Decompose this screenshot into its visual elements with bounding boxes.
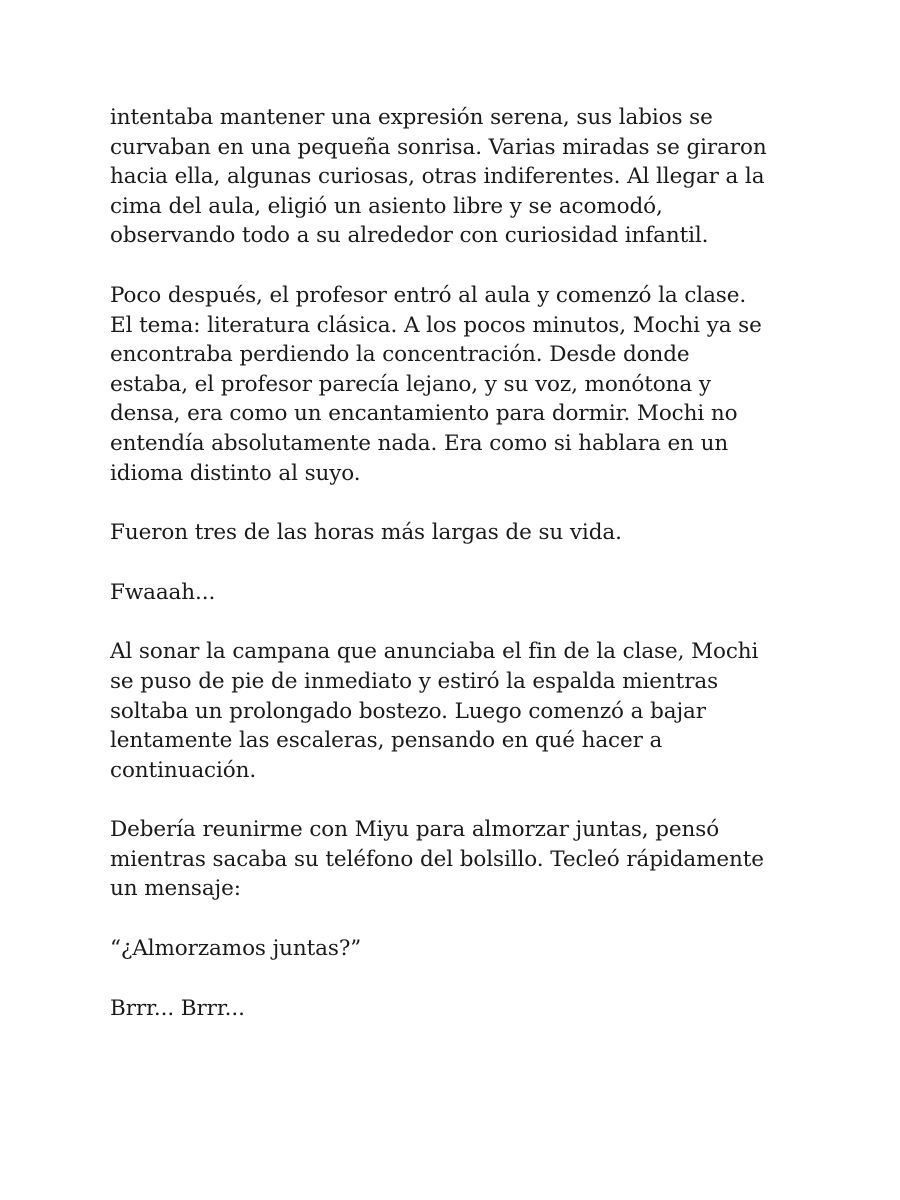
text-line: curvaban en una pequeña sonrisa. Varias miradas se giraron [110,134,767,160]
text-line: soltaba un prolongado bostezo. Luego comenzó a bajar [110,698,706,724]
paragraph-5 [110,637,800,785]
text-line: mientras sacaba su teléfono del bolsillo. Tecleó rápidamente [110,846,764,872]
text-line: intentaba mantener una expresión serena, sus labios se [110,105,713,130]
text-line: se puso de pie de inmediato y estiró la espalda mientras [110,668,719,694]
text-line: Brrr... Brrr... [110,995,245,1021]
text-line: hacia ella, algunas curiosas, otras indiferentes. Al llegar a la [110,164,765,190]
text-line: continuación. [110,757,257,783]
paragraph-2 [110,281,800,488]
paragraph-7 [110,934,800,964]
text-line: densa, era como un encantamiento para dormir. Mochi no [110,401,738,427]
text-line: encontraba perdiendo la concentración. Desde donde [110,342,690,368]
paragraph-6 [110,815,800,904]
text-line: observando todo a su alrededor con curiosidad infantil. [110,223,709,249]
paragraph-8 [110,994,800,1024]
text-line: Poco después, el profesor entró al aula y comenzó la clase. [110,282,747,308]
text-line: Al sonar la campana que anunciaba el fin de la clase, Mochi [110,639,759,665]
text-line: entendía absolutamente nada. Era como si hablara en un [110,430,729,456]
paragraph-4 [110,578,800,608]
text-line: Fueron tres de las horas más largas de su vida. [110,520,622,546]
text-line: un mensaje: [110,876,241,902]
paragraph-3 [110,518,800,548]
text-line: El tema: literatura clásica. A los pocos minutos, Mochi ya se [110,312,762,338]
text-line: idioma distinto al suyo. [110,460,361,486]
text-line: “¿Almorzamos juntas?” [110,936,362,962]
text-line: estaba, el profesor parecía lejano, y su voz, monótona y [110,371,711,397]
text-line: Fwaaah... [110,579,216,605]
text-line: Debería reunirme con Miyu para almorzar juntas, pensó [110,817,720,843]
paragraph-1 [110,103,800,251]
text-line: cima del aula, eligió un asiento libre y se acomodó, [110,193,663,219]
text-line: lentamente las escaleras, pensando en qué hacer a [110,728,663,754]
document-page [110,103,800,1053]
